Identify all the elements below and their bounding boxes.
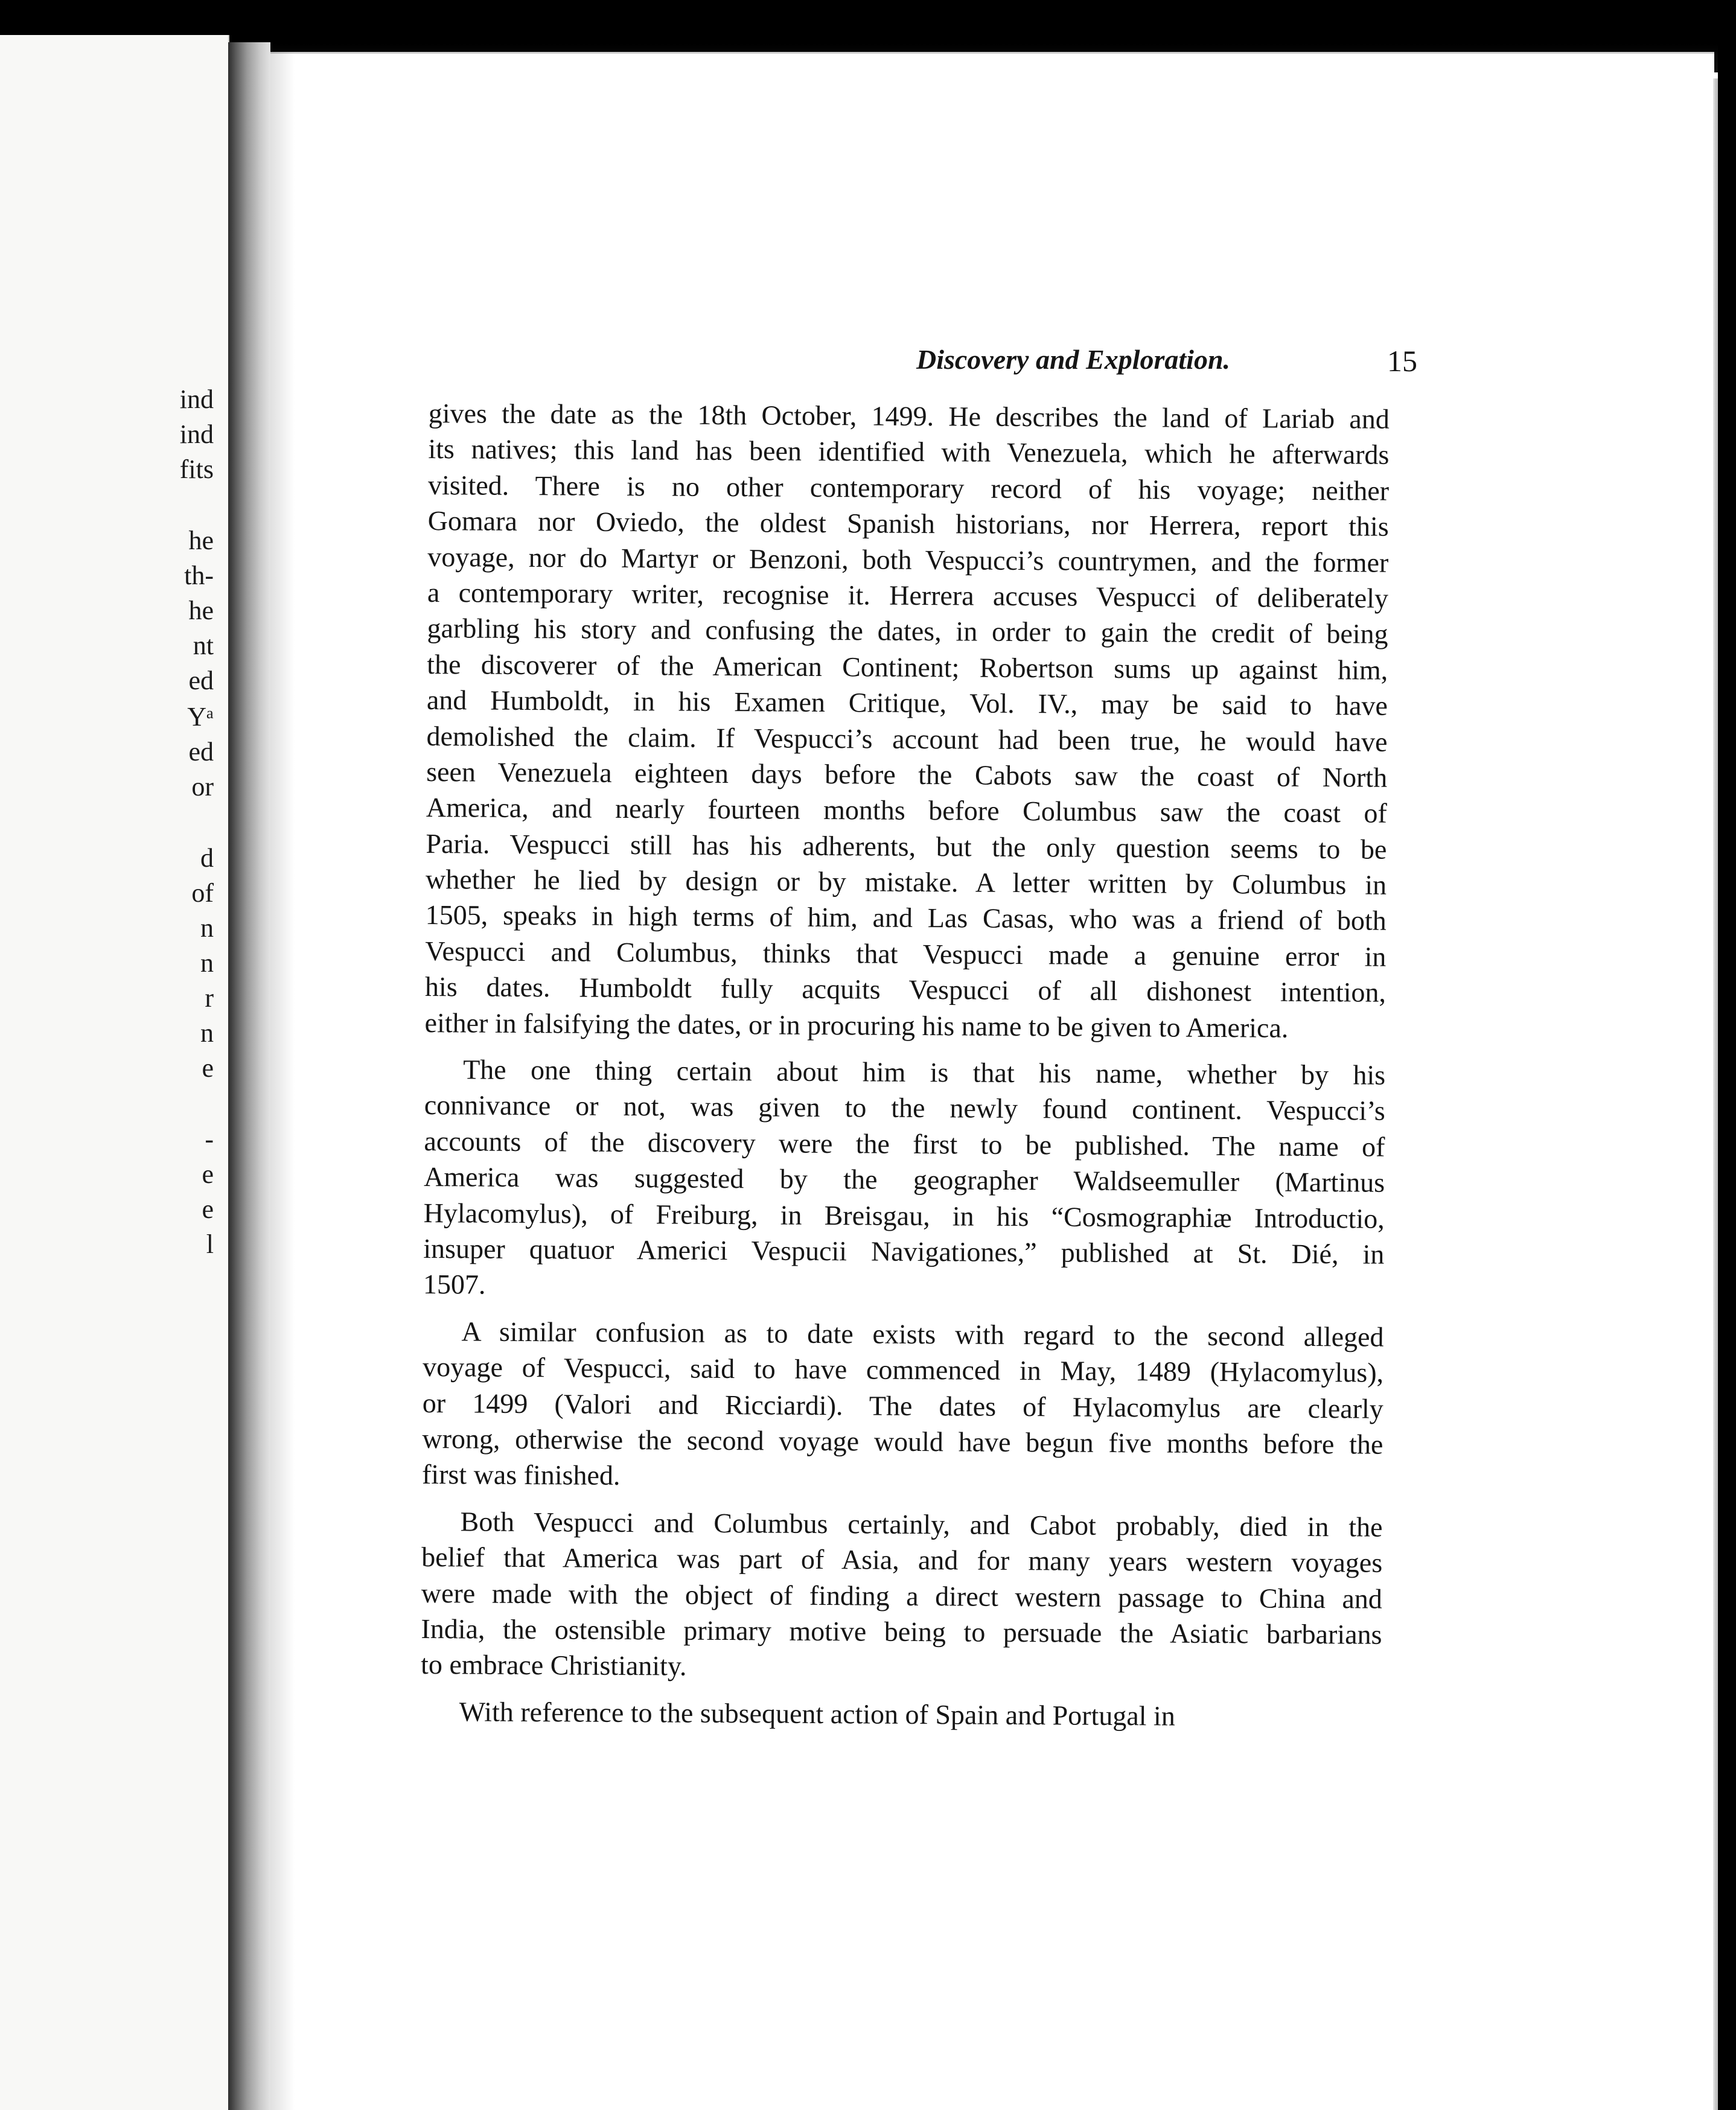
facing-page-fragment: th- bbox=[184, 561, 214, 590]
text-line: the discoverer of the American Continent; Robertson sums up against him, bbox=[427, 648, 1388, 686]
text-line: Vespucci and Columbus, thinks that Vespucci made a genuine error in bbox=[425, 935, 1387, 972]
paragraph bbox=[424, 395, 1390, 1047]
text-line: voyage, nor do Martyr or Benzoni, both Vespucci’s countrymen, and the former bbox=[427, 541, 1389, 578]
paragraph bbox=[421, 1503, 1383, 1689]
text-line: connivance or not, was given to the newly found continent. Vespucci’s bbox=[424, 1089, 1385, 1127]
text-line: whether he lied by design or by mistake. A letter written by Columbus in bbox=[425, 864, 1387, 900]
text-line: or 1499 (Valori and Ricciardi). The dates of Hylacomylus are clearly bbox=[422, 1387, 1383, 1424]
page-number: 15 bbox=[1387, 344, 1417, 378]
text-line: garbling his story and confusing the dates, in order to gain the credit of being bbox=[427, 613, 1388, 650]
book-gutter bbox=[228, 42, 270, 2110]
text-line: The one thing certain about him is that his name, whether by his bbox=[463, 1054, 1386, 1091]
facing-page-fragment: e bbox=[202, 1053, 214, 1083]
facing-page-fragment: he bbox=[188, 596, 214, 625]
facing-page-fragment: l bbox=[206, 1229, 214, 1259]
text-line: demolished the claim. If Vespucci’s account had been true, he would have bbox=[426, 720, 1388, 757]
running-head-title: Discovery and Exploration. bbox=[916, 344, 1231, 375]
text-line: With reference to the subsequent action of Spain and Portugal in bbox=[459, 1696, 1175, 1732]
text-line: Paria. Vespucci still has his adherents, but the only question seems to be bbox=[426, 827, 1387, 865]
text-line: were made with the object of finding a direct western passage to China and bbox=[421, 1577, 1383, 1614]
text-line: 1505, speaks in high terms of him, and Las Casas, who was a friend of both bbox=[425, 899, 1387, 937]
text-line: accounts of the discovery were the first to be published. The name of bbox=[424, 1125, 1385, 1162]
facing-page-fragment: ed bbox=[188, 737, 214, 767]
body-text bbox=[420, 395, 1389, 1735]
text-line: a contemporary writer, recognise it. Herrera accuses Vespucci of deliberately bbox=[427, 576, 1389, 614]
text-line: visited. There is no other contemporary record of his voyage; neither bbox=[427, 469, 1390, 506]
facing-page-text-fragments bbox=[0, 35, 228, 2110]
facing-page-fragment: e bbox=[202, 1194, 214, 1224]
facing-page-fragment: he bbox=[188, 526, 214, 555]
text-line: America, and nearly fourteen months before Columbus saw the coast of bbox=[426, 792, 1387, 829]
text-line: first was finished. bbox=[421, 1459, 621, 1491]
text-line: Both Vespucci and Columbus certainly, and Cabot probably, died in the bbox=[460, 1506, 1383, 1543]
text-line: belief that America was part of Asia, and for many years western voyages bbox=[421, 1541, 1383, 1578]
text-line: gives the date as the 18th October, 1499. He describes the land of Lariab and bbox=[428, 397, 1390, 435]
facing-page-fragment: ed bbox=[188, 666, 214, 695]
facing-page-fragment: ind bbox=[179, 384, 214, 414]
text-line: its natives; this land has been identified with Venezuela, which he afterwards bbox=[428, 433, 1390, 471]
text-line: Gomara nor Oviedo, the oldest Spanish historians, nor Herrera, report this bbox=[427, 505, 1389, 542]
paragraph bbox=[422, 1313, 1384, 1499]
text-line: voyage of Vespucci, said to have commenced in May, 1489 (Hylacomylus), bbox=[423, 1351, 1384, 1388]
text-line: 1507. bbox=[423, 1269, 486, 1300]
text-line: A similar confusion as to date exists with regard to the second alleged bbox=[461, 1316, 1384, 1353]
text-line: to embrace Christianity. bbox=[420, 1649, 687, 1681]
text-line: either in falsifying the dates, or in procuring his name to be given to America. bbox=[424, 1007, 1289, 1044]
text-line: and Humboldt, in his Examen Critique, Vol. IV., may be said to have bbox=[426, 684, 1388, 721]
paragraph bbox=[420, 1694, 1381, 1735]
paragraph bbox=[423, 1051, 1386, 1308]
text-line: insuper quatuor Americi Vespucii Navigationes,” published at St. Dié, in bbox=[423, 1232, 1385, 1270]
facing-page-fragment: d bbox=[200, 843, 214, 873]
main-page bbox=[270, 52, 1714, 2110]
facing-page-fragment: - bbox=[205, 1124, 214, 1154]
gutter-shadow bbox=[270, 42, 295, 2110]
facing-page-fragment: r bbox=[205, 983, 214, 1013]
text-line: seen Venezuela eighteen days before the Cabots saw the coast of North bbox=[426, 756, 1388, 793]
facing-page-fragment: ind bbox=[179, 419, 214, 449]
facing-page-fragment: n bbox=[200, 913, 214, 943]
facing-page-fragment: nt bbox=[193, 631, 214, 660]
facing-page-fragment: of bbox=[191, 878, 214, 908]
facing-page-fragment: fits bbox=[179, 454, 214, 484]
text-line: his dates. Humboldt fully acquits Vespucci of all dishonest intention, bbox=[424, 971, 1387, 1008]
text-line: wrong, otherwise the second voyage would have begun five months before the bbox=[422, 1423, 1383, 1460]
scanner-edge-right bbox=[1718, 0, 1736, 2110]
text-line: Hylacomylus), of Freiburg, in Breisgau, in his “Cosmographiæ Introductio, bbox=[423, 1197, 1385, 1234]
text-line: India, the ostensible primary motive being to persuade the Asiatic barbarians bbox=[421, 1613, 1382, 1650]
facing-page-fragment: e bbox=[202, 1159, 214, 1189]
facing-page-fragment: Yᵃ bbox=[187, 702, 214, 731]
facing-page-fragment: n bbox=[200, 1018, 214, 1048]
facing-page bbox=[0, 35, 229, 2110]
facing-page-fragment: or bbox=[191, 772, 214, 802]
text-line: America was suggested by the geographer Waldseemuller (Martinus bbox=[423, 1161, 1385, 1198]
facing-page-fragment: n bbox=[200, 948, 214, 978]
